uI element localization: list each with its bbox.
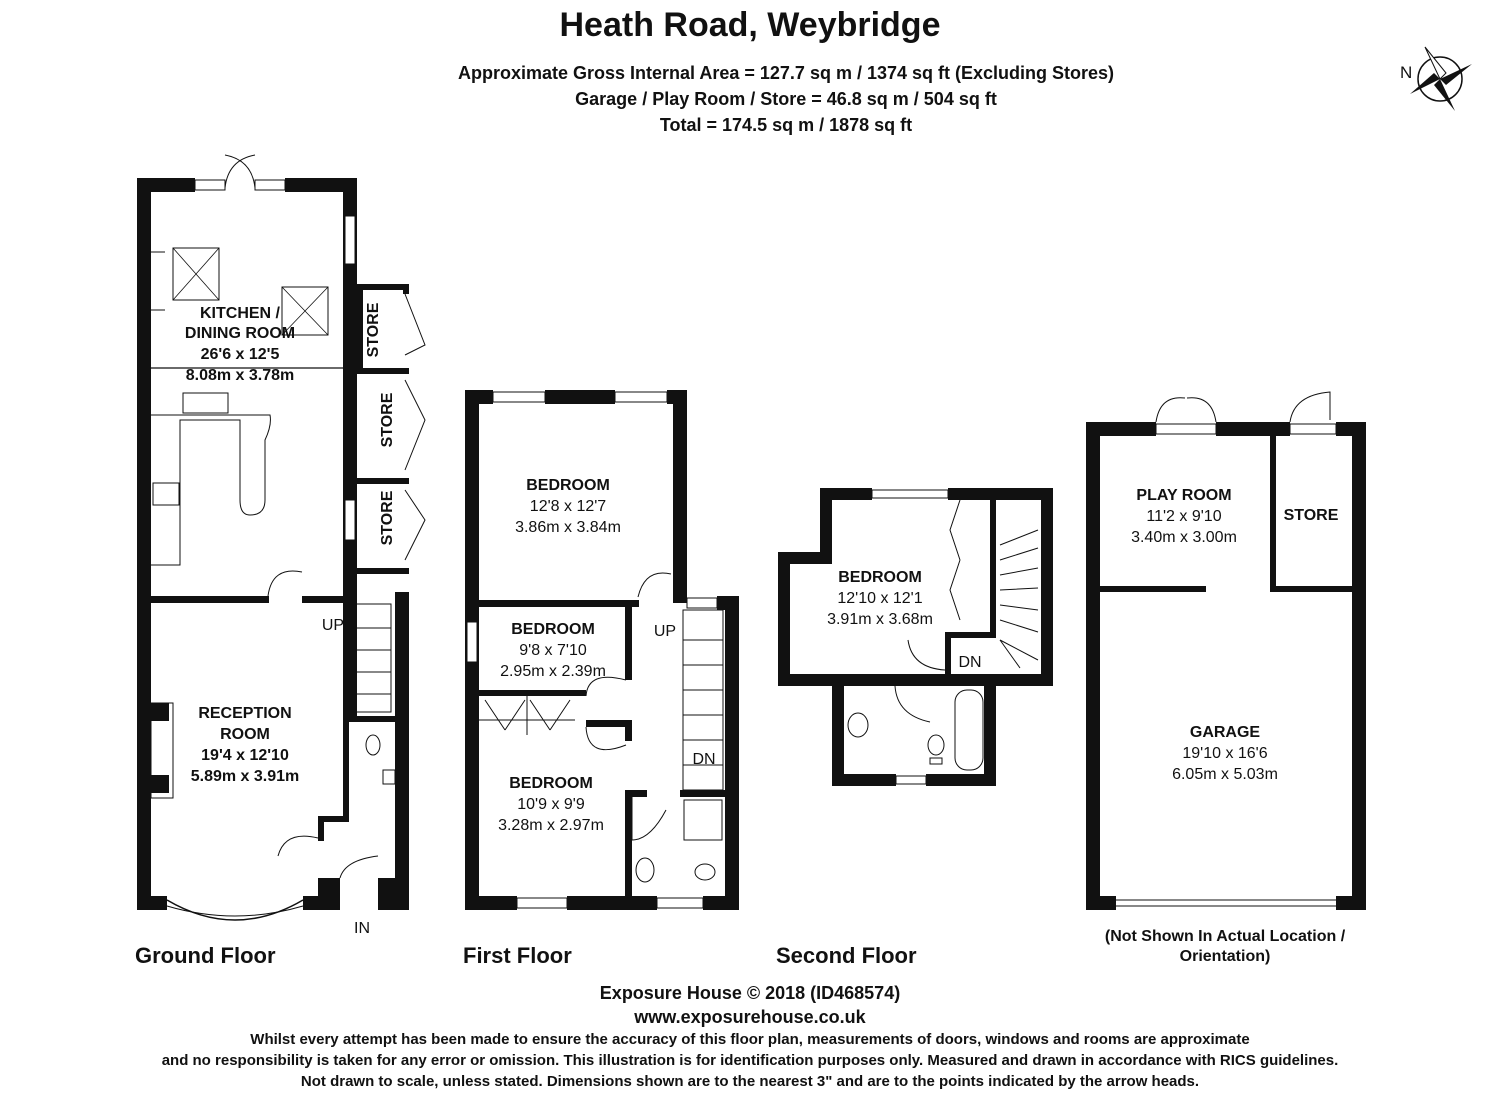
second-floor-label: Second Floor <box>776 943 917 968</box>
garage-plan <box>1086 392 1366 910</box>
bed2-dims-imperial: 9'8 x 7'10 <box>519 642 587 659</box>
area-line-1: Approximate Gross Internal Area = 127.7 sq m / 1374 sq ft (Excluding Stores) <box>457 63 1115 83</box>
plan-title: Heath Road, Weybridge <box>559 6 941 44</box>
website-link[interactable]: www.exposurehouse.co.uk <box>634 1007 866 1027</box>
garage-label: GARAGE <box>1189 724 1261 741</box>
ground-up-label: UP <box>321 617 345 634</box>
playroom-dims-imperial: 11'2 x 9'10 <box>1146 508 1222 525</box>
reception-label-1: RECEPTION <box>198 705 292 722</box>
ground-floor-label: Ground Floor <box>135 943 276 968</box>
bed4-dims-imperial: 12'10 x 12'1 <box>837 590 923 607</box>
bed2-dims-metric: 2.95m x 2.39m <box>500 663 606 680</box>
playroom-label: PLAY ROOM <box>1136 487 1232 504</box>
bed3-label: BEDROOM <box>509 775 593 792</box>
playroom-dims-metric: 3.40m x 3.00m <box>1131 529 1237 546</box>
bed4-dims-metric: 3.91m x 3.68m <box>827 611 933 628</box>
bed3-dims-metric: 3.28m x 2.97m <box>498 817 604 834</box>
garage-note-1: (Not Shown In Actual Location / <box>1104 928 1346 945</box>
first-floor-label: First Floor <box>463 943 572 968</box>
first-dn-label: DN <box>692 751 716 768</box>
area-line-2: Garage / Play Room / Store = 46.8 sq m / 504 sq ft <box>575 89 997 109</box>
store-label-2: STORE <box>379 392 396 448</box>
bed1-dims-imperial: 12'8 x 12'7 <box>529 498 607 515</box>
kitchen-dims-imperial: 26'6 x 12'5 <box>200 346 280 363</box>
disclaimer-line-1: Whilst every attempt has been made to ensure the accuracy of this floor plan, measurements of doors, windows and rooms are approximate <box>250 1031 1250 1048</box>
second-floor-plan <box>778 488 1053 786</box>
bed1-label: BEDROOM <box>526 477 610 494</box>
first-up-label: UP <box>653 623 677 640</box>
copyright: Exposure House © 2018 (ID468574) <box>599 983 901 1003</box>
disclaimer-line-3: Not drawn to scale, unless stated. Dimensions shown are to the nearest 3" and are to the points indicated by the arrow heads. <box>300 1073 1200 1090</box>
kitchen-label-1: KITCHEN / <box>200 305 280 322</box>
area-line-3: Total = 174.5 sq m / 1878 sq ft <box>659 115 913 135</box>
bed4-label: BEDROOM <box>838 569 922 586</box>
entrance-label: IN <box>354 920 370 937</box>
reception-dims-imperial: 19'4 x 12'10 <box>201 747 289 764</box>
reception-label-2: ROOM <box>220 726 270 743</box>
kitchen-dims-metric: 8.08m x 3.78m <box>185 367 295 384</box>
compass-icon <box>1400 47 1472 111</box>
bed1-dims-metric: 3.86m x 3.84m <box>515 519 621 536</box>
garage-note-2: Orientation) <box>1179 948 1271 965</box>
garage-store-label: STORE <box>1283 507 1339 524</box>
bed2-label: BEDROOM <box>511 621 595 638</box>
garage-dims-metric: 6.05m x 5.03m <box>1172 766 1278 783</box>
store-label-1: STORE <box>365 302 382 358</box>
kitchen-label-2: DINING ROOM <box>184 325 296 342</box>
disclaimer-line-2: and no responsibility is taken for any error or omission. This illustration is for identification purposes only. Measured and drawn in accordance with RICS guidelines. <box>161 1052 1339 1069</box>
second-dn-label: DN <box>958 654 982 671</box>
reception-dims-metric: 5.89m x 3.91m <box>190 768 300 785</box>
bed3-dims-imperial: 10'9 x 9'9 <box>517 796 585 813</box>
store-label-3: STORE <box>379 490 396 546</box>
garage-dims-imperial: 19'10 x 16'6 <box>1182 745 1268 762</box>
compass-north-label: N <box>1400 63 1413 82</box>
